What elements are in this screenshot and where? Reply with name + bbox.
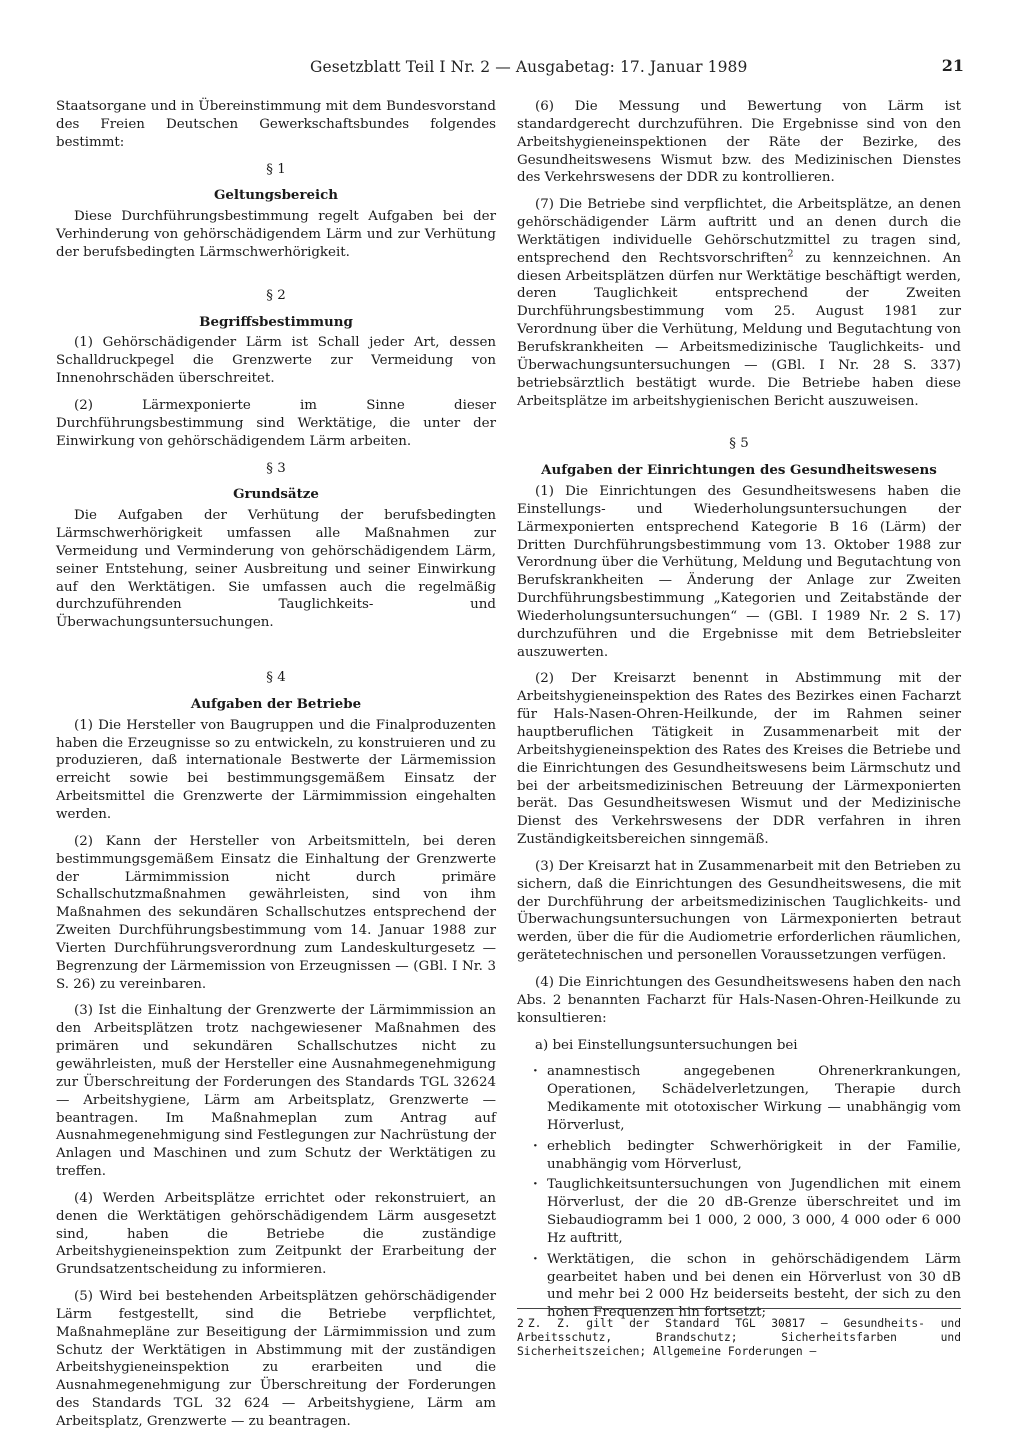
section-4-paragraph-3: (3) Ist die Einhaltung der Grenzwerte der Lärmimmission an den Arbeitsplätzen trotz nachgewiesener Maßnahmen des primären und sekundären Schallschutzes nicht zu gewährleisten, muß der Hersteller eine Ausnahmegenehmigung zur Überschreitung der Forderungen des Standards TGL 32624 — Arbeitshygiene, Lärm am Arbeitsplatz, Grenzwerte — beantragen. Im Maßnahmeplan zum Antrag auf Ausnahmegenehmigung sind Festlegungen zur Nachrüstung der Anlagen und Maschinen und zum Schutz der Werktätigen zu treffen.	[56, 1003, 496, 1180]
section-5-title: Aufgaben der Einrichtungen des Gesundheitswesens	[541, 462, 937, 479]
section-4-paragraph-6: (6) Die Messung und Bewertung von Lärm ist standardgerecht durchzuführen. Die Ergebnisse sind von den Arbeitshygieneinspektionen der Räte der Bezirke, des Gesundheitswesens Wismut bzw. des Medizinischen Dienstes des Verkehrswesens der DDR zu kontrollieren.	[517, 99, 961, 186]
section-4-title: Aufgaben der Betriebe	[190, 695, 362, 712]
section-5-paragraph-4: (4) Die Einrichtungen des Gesundheitswesens haben den nach Abs. 2 benannten Facharzt für Hals-Nasen-Ohren-Heilkunde zu konsultieren:	[517, 974, 961, 1026]
section-4-number: § 4	[266, 670, 286, 686]
section-5-sub-a: a) bei Einstellungsuntersuchungen bei	[535, 1037, 798, 1053]
footnote-mark: 2	[517, 1317, 524, 1330]
section-1-number: § 1	[266, 161, 286, 177]
intro-paragraph: Staatsorgane und in Übereinstimmung mit dem Bundesvorstand des Freien Deutschen Gewerkschaftsbundes folgendes bestimmt:	[56, 99, 496, 150]
section-3-title: Grundsätze	[233, 486, 319, 503]
section-5-number: § 5	[729, 436, 749, 452]
footnote-reference: 2	[787, 249, 794, 260]
section-4-paragraph-7	[517, 196, 961, 410]
section-4-paragraph-2: (2) Kann der Hersteller von Arbeitsmitteln, bei deren bestimmungsgemäßem Einsatz die Einhaltung der Grenzwerte der Lärmimmission nicht durch primäre Schallschutzmaßnahmen gewährleisten, sind von ihm Maßnahmen des sekundären Schallschutzes entsprechend der Zweiten Durchführungsbestimmung vom 14. Januar 1988 zur Vierten Durchführungsverordnung zum Landeskulturgesetz — Begrenzung der Lärmemission von Erzeugnissen — (GBl. I Nr. 3 S. 26) zu vereinbaren.	[56, 833, 496, 992]
section-5-paragraph-3: (3) Der Kreisarzt hat in Zusammenarbeit mit den Betrieben zu sichern, daß die Einrichtungen des Gesundheitswesens, die mit der Durchführung der arbeitsmedizinischen Tauglichkeits- und Überwachungsuntersuchungen von Lärmexponierten betraut werden, über die für die Audiometrie erforderlichen räumlichen, gerätetechnischen und personellen Voraussetzungen verfügen.	[517, 858, 961, 964]
header-title: Gesetzblatt Teil I Nr. 2 — Ausgabetag: 17. Januar 1989	[310, 58, 748, 76]
section-3-paragraph: Die Aufgaben der Verhütung der berufsbedingten Lärmschwerhörigkeit umfassen alle Maßnahmen zur Vermeidung und Verminderung von gehörschädigendem Lärm, seiner Entstehung, seiner Ausbreitung und seiner Einwirkung auf den Werktätigen. Sie umfassen auch die regelmäßig durchzuführenden Tauglichkeits- und Überwachungsuntersuchungen.	[56, 508, 496, 631]
section-3-number: § 3	[266, 460, 286, 476]
page-number: 21	[941, 56, 964, 75]
section-4-paragraph-1: (1) Die Hersteller von Baugruppen und die Finalproduzenten haben die Erzeugnisse so zu entwickeln, zu konstruieren und zu produzieren, daß internationale Bestwerte der Lärmemission erreicht sowie bei bestimmungsgemäßem Einsatz der Arbeitsmittel die Grenzwerte der Lärmimmission eingehalten werden.	[56, 717, 496, 822]
footnote	[517, 1308, 961, 1359]
paragraph-7-text-a: (7) Die Betriebe sind verpflichtet, die Arbeitsplätze, an denen gehörschädigender Lärm auftritt und an denen durch die Werktätigen individuelle Gehörschutzmittel zu tragen sind, entsprechend den Rechtsvorschriften	[517, 197, 961, 266]
list-item: · Werktätigen, die schon in gehörschädigendem Lärm gearbeitet haben und bei denen ein Hörverlust von 30 dB und mehr bei 2 000 Hz beiderseits besteht, der sich zu den hohen Frequenzen hin fortsetzt;	[547, 1251, 961, 1322]
section-1-paragraph: Diese Durchführungsbestimmung regelt Aufgaben bei der Verhinderung von gehörschädigendem Lärm und zur Verhütung der berufsbedingten Lärmschwerhörigkeit.	[56, 209, 496, 260]
page-header	[268, 56, 968, 80]
right-column	[517, 98, 961, 1325]
section-1-title: Geltungsbereich	[213, 187, 339, 204]
section-2-title: Begriffsbestimmung	[199, 313, 353, 330]
section-4-paragraph-5: (5) Wird bei bestehenden Arbeitsplätzen gehörschädigender Lärm festgestellt, sind die Betriebe verpflichtet, Maßnahmepläne zur Beseitigung der Lärmimmission und zum Schutz der Werktätigen in Abstimmung mit der zuständigen Arbeitshygieneinspektion zu erarbeiten und die Ausnahmegenehmigung zur Überschreitung der Forderungen des Standards TGL 32 624 — Arbeitshygiene, Lärm am Arbeitsplatz, Grenzwerte — zu beantragen.	[56, 1289, 496, 1429]
criteria-list	[517, 1063, 961, 1322]
list-item: · erheblich bedingter Schwerhörigkeit in der Familie, unabhängig vom Hörverlust,	[547, 1138, 961, 1174]
section-5-paragraph-1: (1) Die Einrichtungen des Gesundheitswesens haben die Einstellungs- und Wiederholungsuntersuchungen der Lärmexponierten entsprechend Kategorie B 16 (Lärm) der Dritten Durchführungsbestimmung vom 13. Oktober 1988 zur Verordnung über die Verhütung, Meldung und Begutachtung von Berufskrankheiten — Änderung der Anlage zur Zweiten Durchführungsbestimmung „Kategorien und Zeitabstände der Wiederholungsuntersuchungen“ — (GBl. I 1989 Nr. 2 S. 17) durchzuführen und die Ergebnisse mit dem Betriebsleiter auszuwerten.	[517, 484, 961, 660]
list-item: · anamnestisch angegebenen Ohrenerkrankungen, Operationen, Schädelverletzungen, Therapie durch Medikamente mit ototoxischer Wirkung — unabhängig vom Hörverlust,	[547, 1063, 961, 1134]
section-2-paragraph-2: (2) Lärmexponierte im Sinne dieser Durchführungsbestimmung sind Werktätige, die unter der Einwirkung von gehörschädigendem Lärm arbeiten.	[56, 397, 496, 449]
list-item: · Tauglichkeitsuntersuchungen von Jugendlichen mit einem Hörverlust, der die 20 dB-Grenze überschreitet und im Siebaudiogramm bei 1 000, 2 000, 3 000, 4 000 oder 6 000 Hz auftritt,	[547, 1176, 961, 1247]
section-2-number: § 2	[266, 287, 286, 303]
footnote-text: Z. Z. gilt der Standard TGL 30817 — Gesundheits- und Arbeitsschutz, Brandschutz; Sicherheitsfarben und Sicherheitszeichen; Allgemeine Forderungen —	[517, 1317, 961, 1358]
left-column	[56, 98, 496, 1440]
section-2-paragraph-1: (1) Gehörschädigender Lärm ist Schall jeder Art, dessen Schalldruckpegel die Grenzwerte zur Vermeidung von Innenohrschäden überschreitet.	[56, 335, 496, 387]
paragraph-7-text-b: zu kennzeichnen. An diesen Arbeitsplätzen dürfen nur Werktätige beschäftigt werden, deren Tauglichkeit entsprechend der Zweiten Durchführungsbestimmung vom 25. August 1981 zur Verordnung über die Verhütung, Meldung und Begutachtung von Berufskrankheiten — Arbeitsmedizinische Tauglichkeits- und Überwachungsuntersuchungen — (GBl. I Nr. 28 S. 337) betriebsärztlich bestätigt wurde. Die Betriebe haben diese Arbeitsplätze im arbeitshygienischen Bericht auszuweisen.	[517, 250, 961, 409]
section-4-paragraph-4: (4) Werden Arbeitsplätze errichtet oder rekonstruiert, an denen die Werktätigen gehörschädigendem Lärm ausgesetzt sind, haben die Betriebe die zuständige Arbeitshygieneinspektion zum Zeitpunkt der Erarbeitung der Grundsatzentscheidung zu informieren.	[56, 1190, 496, 1278]
section-5-paragraph-2: (2) Der Kreisarzt benennt in Abstimmung mit der Arbeitshygieneinspektion des Rates des Bezirkes einen Facharzt für Hals-Nasen-Ohren-Heilkunde, der im Rahmen seiner hauptberuflichen Tätigkeit in Zusammenarbeit mit der Arbeitshygieneinspektion des Rates des Kreises die Betriebe und die Einrichtungen des Gesundheitswesens beim Lärmschutz und bei der arbeitsmedizinischen Betreuung der Lärmexponierten berät. Das Gesundheitswesen Wismut und der Medizinische Dienst des Verkehrswesens der DDR verfahren in ihren Zuständigkeitsbereichen sinngemäß.	[517, 671, 961, 848]
